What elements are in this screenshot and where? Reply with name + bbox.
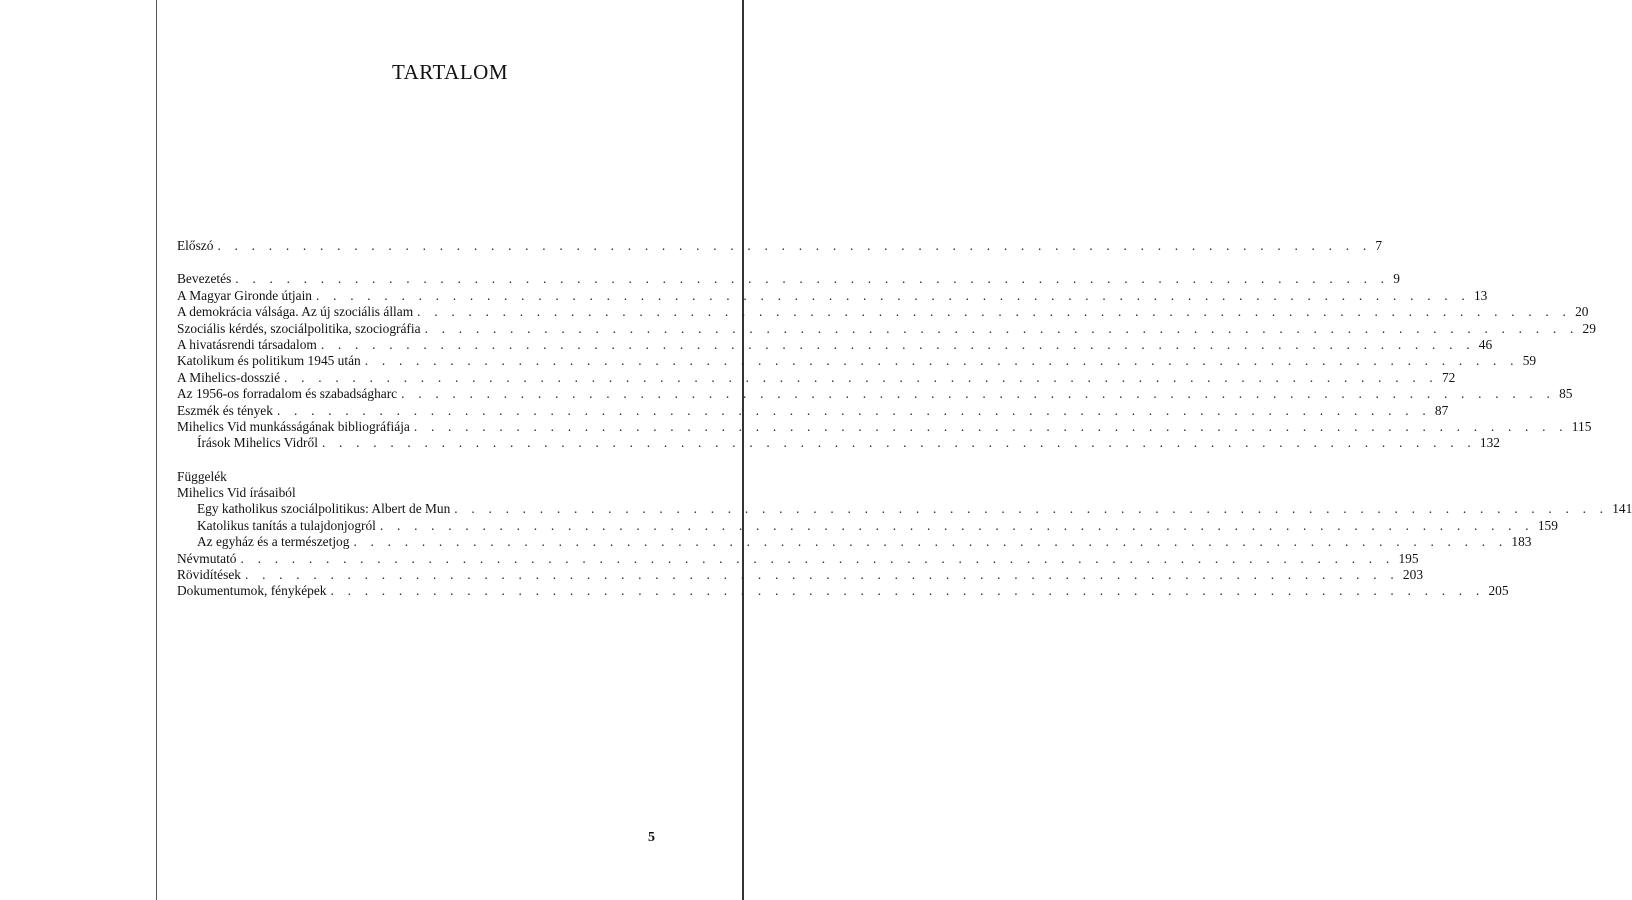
toc-entry[interactable] <box>177 386 1573 402</box>
toc-entry-label: Szociális kérdés, szociálpolitika, szociográfia <box>177 320 421 336</box>
toc-entry-sub[interactable] <box>177 501 1632 517</box>
toc-entry-page: 9 <box>1393 271 1400 287</box>
toc-entry-label: Eszmék és tények <box>177 402 273 418</box>
toc-entry-sub[interactable] <box>177 517 1558 534</box>
toc-entry-label: Katolikum és politikum 1945 után <box>177 353 361 369</box>
page-title: TARTALOM <box>391 60 509 84</box>
dot-leader: . . . . . . . . . . . . . . . . . . . . . . . . . . . . . . . . . . . . . . . . . . . . . . . . . . . . . . . . . . . . . . . . . . . . <box>424 320 1579 336</box>
toc-entry-label: Előszó <box>177 238 214 253</box>
dot-leader: . . . . . . . . . . . . . . . . . . . . . . . . . . . . . . . . . . . . . . . . . . . . . . . . . . . . . . . . . . . . . . . . . . . . <box>284 369 1438 385</box>
toc-entry-page: 115 <box>1571 418 1592 434</box>
toc-entry-page: 195 <box>1398 550 1419 566</box>
toc-entry-page: 85 <box>1559 386 1573 402</box>
toc-entry-page: 159 <box>1537 517 1558 533</box>
toc-entry[interactable] <box>177 402 1449 419</box>
toc-entry-page: 20 <box>1575 304 1589 320</box>
dot-leader: . . . . . . . . . . . . . . . . . . . . . . . . . . . . . . . . . . . . . . . . . . . . . . . . . . . . . . . . . . . . . . . . . . . . <box>413 418 1568 434</box>
dot-leader: . . . . . . . . . . . . . . . . . . . . . . . . . . . . . . . . . . . . . . . . . . . . . . . . . . . . . . . . . . . . . . . . . . . . <box>401 386 1556 402</box>
toc-entry-page: 7 <box>1375 238 1383 253</box>
toc-entry-sub[interactable] <box>177 435 1500 451</box>
toc-entry[interactable] <box>177 369 1456 386</box>
toc-entry-label: A hivatásrendi társadalom <box>177 336 317 352</box>
dot-leader: . . . . . . . . . . . . . . . . . . . . . . . . . . . . . . . . . . . . . . . . . . . . . . . . . . . . . . . . . . . . . . . . . . . . <box>379 517 1534 533</box>
dot-leader: . . . . . . . . . . . . . . . . . . . . . . . . . . . . . . . . . . . . . . . . . . . . . . . . . . . . . . . . . . . . . . . . . . . . <box>353 534 1508 550</box>
toc-entry-page: 203 <box>1402 567 1424 583</box>
dot-leader: . . . . . . . . . . . . . . . . . . . . . . . . . . . . . . . . . . . . . . . . . . . . . . . . . . . . . . . . . . . . . . . . . . . . <box>364 353 1519 369</box>
appendix-subheading: Mihelics Vid írásaiból <box>177 485 296 501</box>
toc-entry[interactable] <box>177 567 1424 583</box>
toc-entry[interactable] <box>177 271 1400 287</box>
toc-entry-label: Bevezetés <box>177 271 232 287</box>
page-number: 5 <box>648 830 655 845</box>
toc-entry-label: Rövidítések <box>177 567 241 583</box>
toc-entry-foreword[interactable] <box>177 238 1383 254</box>
toc-entry-label: A Mihelics-dosszié <box>177 369 281 385</box>
toc-entry-label: A demokrácia válsága. Az új szociális állam <box>177 304 414 320</box>
toc-entry-page: 13 <box>1473 287 1488 303</box>
toc-entry[interactable] <box>177 353 1537 369</box>
toc-entry-page: 141 <box>1612 501 1632 517</box>
dot-leader: . . . . . . . . . . . . . . . . . . . . . . . . . . . . . . . . . . . . . . . . . . . . . . . . . . . . . . . . . . . . . . . . . . . . <box>330 583 1485 599</box>
toc-entry-page: 72 <box>1441 369 1456 385</box>
table-of-contents <box>177 238 1632 600</box>
dot-leader: . . . . . . . . . . . . . . . . . . . . . . . . . . . . . . . . . . . . . . . . . . . . . . . . . . . . . . . . . . . . . . . . . . . . <box>417 304 1572 320</box>
toc-entry-page: 205 <box>1488 583 1509 599</box>
toc-entry-label: Írások Mihelics Vidről <box>197 435 318 451</box>
dot-leader: . . . . . . . . . . . . . . . . . . . . . . . . . . . . . . . . . . . . . . . . . . . . . . . . . . . . . . . . . . . . . . . . . . . . <box>321 435 1476 451</box>
toc-entry-label: Az egyház és a természetjog <box>197 534 350 550</box>
appendix-heading: Függelék <box>177 468 227 484</box>
dot-leader: . . . . . . . . . . . . . . . . . . . . . . . . . . . . . . . . . . . . . . . . . . . . . . . . . . . . . . . . . . . . . . . . . . . . <box>217 238 1372 253</box>
toc-entry[interactable] <box>177 336 1493 353</box>
toc-entry[interactable] <box>177 550 1419 567</box>
toc-entry-page: 87 <box>1434 402 1449 418</box>
section-gap <box>177 254 658 271</box>
dot-leader: . . . . . . . . . . . . . . . . . . . . . . . . . . . . . . . . . . . . . . . . . . . . . . . . . . . . . . . . . . . . . . . . . . . . <box>320 336 1475 352</box>
toc-entry[interactable] <box>177 583 1509 599</box>
toc-entry-page: 59 <box>1522 353 1537 369</box>
toc-entry-label: Egy katholikus szociálpolitikus: Albert de Mun <box>197 501 451 517</box>
toc-entry-page: 132 <box>1479 435 1500 451</box>
dot-leader: . . . . . . . . . . . . . . . . . . . . . . . . . . . . . . . . . . . . . . . . . . . . . . . . . . . . . . . . . . . . . . . . . . . . <box>244 567 1399 583</box>
toc-entry-sub[interactable] <box>177 534 1532 550</box>
toc-entry-page: 183 <box>1511 534 1532 550</box>
toc-entry[interactable] <box>177 304 1589 320</box>
toc-entry-page: 46 <box>1478 336 1493 352</box>
toc-entry-label: Mihelics Vid munkásságának bibliográfiája <box>177 418 410 434</box>
toc-entry-label: Az 1956-os forradalom és szabadságharc <box>177 386 398 402</box>
toc-entry-label: Dokumentumok, fényképek <box>177 583 327 599</box>
toc-entry[interactable] <box>177 418 1592 435</box>
dot-leader: . . . . . . . . . . . . . . . . . . . . . . . . . . . . . . . . . . . . . . . . . . . . . . . . . . . . . . . . . . . . . . . . . . . . <box>235 271 1390 287</box>
toc-entry-page: 29 <box>1582 320 1596 336</box>
toc-entry-label: Névmutató <box>177 550 237 566</box>
toc-entry[interactable] <box>177 320 1596 337</box>
toc-entry[interactable] <box>177 287 1488 304</box>
dot-leader: . . . . . . . . . . . . . . . . . . . . . . . . . . . . . . . . . . . . . . . . . . . . . . . . . . . . . . . . . . . . . . . . . . . . <box>240 550 1395 566</box>
section-gap <box>177 452 658 469</box>
dot-leader: . . . . . . . . . . . . . . . . . . . . . . . . . . . . . . . . . . . . . . . . . . . . . . . . . . . . . . . . . . . . . . . . . . . . <box>316 287 1470 303</box>
toc-entry-label: Katolikus tanítás a tulajdonjogról <box>197 517 376 533</box>
dot-leader: . . . . . . . . . . . . . . . . . . . . . . . . . . . . . . . . . . . . . . . . . . . . . . . . . . . . . . . . . . . . . . . . . . . . <box>276 402 1431 418</box>
page-edge-left <box>156 0 157 900</box>
dot-leader: . . . . . . . . . . . . . . . . . . . . . . . . . . . . . . . . . . . . . . . . . . . . . . . . . . . . . . . . . . . . . . . . . . . . <box>454 501 1609 517</box>
toc-entry-label: A Magyar Gironde útjain <box>177 287 312 303</box>
